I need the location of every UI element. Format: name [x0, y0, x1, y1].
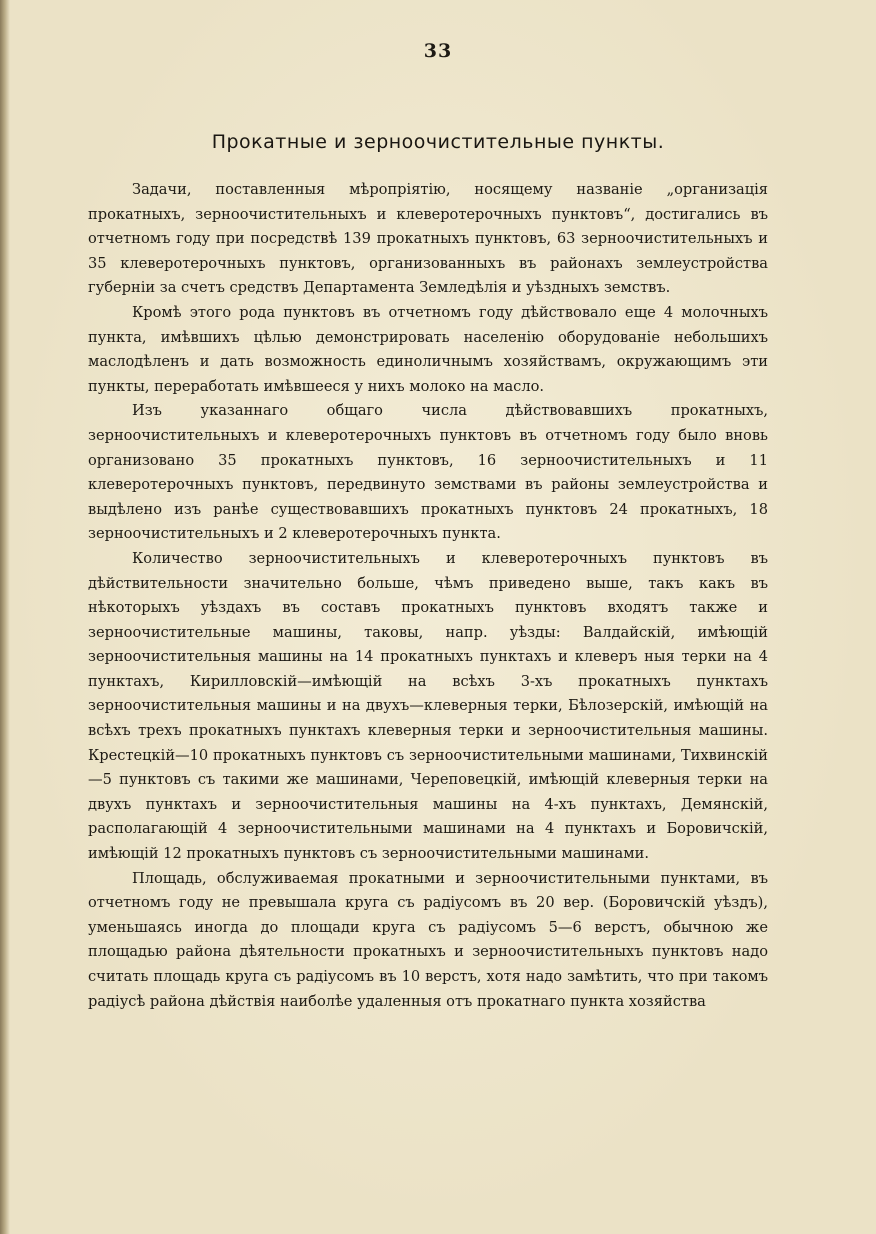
paragraph: Площадь, обслуживаемая прокатными и зерноочистительными пунктами, въ отчетномъ году не превышала круга съ радіусомъ въ 20 вер. (Боровичскій уѣздъ), уменьшаясь иногда до площади круга съ радіусомъ 5—6 верстъ, обычною же площадью района дѣятельности прокатныхъ и зерноочистительныхъ пунктовъ надо считать площадь круга съ радіусомъ въ 10 верстъ, хотя надо замѣтить, что при такомъ радіусѣ района дѣйствія наиболѣе удаленныя отъ прокатнаго пункта хозяйства	[88, 869, 768, 1010]
paragraph: Кромѣ этого рода пунктовъ въ отчетномъ году дѣйствовало еще 4 молочныхъ пункта, имѣвшихъ цѣлью демонстрировать населенію оборудованіе небольшихъ маслодѣленъ и дать возможность единоличнымъ хозяйствамъ, окружающимъ эти пункты, переработать имѣвшееся у нихъ молоко на масло.	[88, 303, 768, 395]
page-binding-edge	[0, 0, 10, 1234]
section-title: Прокатные и зерноочистительные пункты.	[211, 131, 665, 153]
page-number: 33	[423, 40, 453, 62]
paragraph: Задачи, поставленныя мѣропріятію, носящему названіе „организація прокатныхъ, зерноочистительныхъ и клеверотерочныхъ пунктовъ“, достигались въ отчетномъ году при посредствѣ 139 прокатныхъ пунктовъ, 63 зерноочистительныхъ и 35 клеверотерочныхъ пунктовъ, организованныхъ въ районахъ землеустройства губерніи за счетъ средствъ Департамента Земледѣлія и уѣздныхъ земствъ.	[88, 181, 768, 297]
paragraph: Количество зерноочистительныхъ и клеверотерочныхъ пунктовъ въ дѣйствительности значительно больше, чѣмъ приведено выше, такъ какъ въ нѣкоторыхъ уѣздахъ въ составъ прокатныхъ пунктовъ входятъ также и зерноочистительные машины, таковы, напр. уѣзды: Валдайскій, имѣющій зерноочистительныя машины на 14 прокатныхъ пунктахъ и клеверъ ныя терки на 4 пунктахъ, Кирилловскій—имѣющій на всѣхъ 3-хъ прокатныхъ пунктахъ зерноочистительныя машины и на двухъ—клеверныя терки, Бѣлозерскій, имѣющій на всѣхъ трехъ прокатныхъ пунктахъ клеверныя терки и зерноочистительныя машины. Крестецкій—10 прокатныхъ пунктовъ съ зерноочистительными машинами, Тихвинскій—5 пунктовъ съ такими же машинами, Череповецкій, имѣющій клеверныя терки на двухъ пунктахъ и зерноочистительныя машины на 4-хъ пунктахъ, Демянскій, располагающій 4 зерноочистительными машинами на 4 пунктахъ и Боровичскій, имѣющій 12 прокатныхъ пунктовъ съ зерноочистительными машинами.	[88, 549, 768, 863]
document-body	[88, 178, 768, 1014]
paragraph: Изъ указаннаго общаго числа дѣйствовавшихъ прокатныхъ, зерноочистительныхъ и клеверотерочныхъ пунктовъ въ отчетномъ году было вновь организовано 35 прокатныхъ пунктовъ, 16 зерноочистительныхъ и 11 клеверотерочныхъ пунктовъ, передвинуто земствами въ районы землеустройства и выдѣлено изъ ранѣе существовавшихъ прокатныхъ пунктовъ 24 прокатныхъ, 18 зерноочистительныхъ и 2 клеверотерочныхъ пункта.	[88, 402, 768, 543]
